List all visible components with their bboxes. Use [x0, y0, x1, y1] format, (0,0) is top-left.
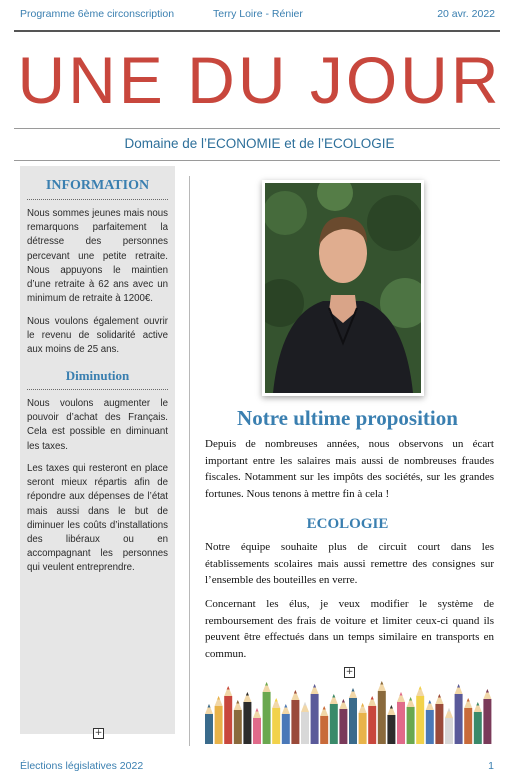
pencil [455, 684, 463, 744]
pencil [483, 689, 491, 744]
pencil [359, 703, 367, 744]
sidebar-heading-diminution: Diminution [65, 368, 130, 383]
sidebar-paragraph: Nous voulons également ouvrir le revenu de solidarité active aux moins de 25 ans. [27, 316, 168, 356]
header-date: 20 avr. 2022 [437, 8, 495, 20]
sidebar-paragraph: Nous sommes jeunes mais nous remarquons parfaitement la détresse des personnes percevant une petite retraite. Nous appuyons le maintien d’une retraite à 62 ans avec un minimum de retraite à 1200€. [27, 208, 168, 305]
pencil [291, 690, 299, 744]
pencil [263, 682, 271, 744]
footer-election-label: Élections législatives 2022 [20, 760, 144, 772]
pencil [272, 698, 280, 744]
pencil [205, 704, 213, 744]
portrait-illustration [265, 183, 421, 393]
plus-square-icon[interactable]: + [345, 667, 354, 677]
pencil [243, 692, 251, 744]
pencil [378, 681, 386, 744]
sidebar-panel [20, 166, 175, 734]
article-title: Notre ultime proposition [237, 406, 458, 430]
header-author: Terry Loire - Rénier [213, 8, 303, 20]
colored-pencils-illustration [204, 678, 494, 744]
pencil [426, 700, 434, 744]
pencil [253, 708, 261, 744]
sidebar-divider [27, 389, 168, 390]
article-paragraph: Depuis de nombreuses années, nous observons un écart important entre les salaires mais aussi de nombreuses fraudes fiscales. Notamment sur les impôts des sociétés, sur les grandes fortunes. Nous tenons à mettre fin à cela ! [205, 438, 494, 500]
pencil [301, 702, 309, 744]
pencil [311, 684, 319, 744]
masthead-rule [14, 128, 500, 129]
pencil [416, 686, 424, 744]
masthead-title: UNE DU JOUR [17, 43, 502, 117]
plus-square-icon[interactable]: + [94, 728, 103, 738]
pencil [234, 700, 242, 744]
pencil [435, 694, 443, 744]
pencil [464, 698, 472, 744]
pencil [282, 704, 290, 744]
article-paragraph: Notre équipe souhaite plus de circuit court dans les établissements scolaires mais aussi remettre des consignes sur l’ensemble des bouteilles en verre. [205, 541, 494, 587]
domain-subtitle: Domaine de l’ECONOMIE et de l’ECOLOGIE [124, 136, 395, 151]
article-heading-ecologie: ECOLOGIE [306, 516, 389, 532]
sidebar-heading-information: INFORMATION [45, 178, 150, 193]
pencil [349, 688, 357, 744]
pencil [215, 696, 223, 744]
sidebar-paragraph: Nous voulons augmenter le pouvoir d’achat des Français. Cela est possible en diminuant les taxes. [27, 398, 168, 452]
pencil [407, 697, 415, 744]
subtitle-rule [14, 160, 500, 161]
pencil [339, 699, 347, 744]
pencil [397, 692, 405, 744]
pencil [330, 694, 338, 744]
header-rule [14, 30, 500, 32]
sidebar-paragraph: Les taxes qui resteront en place seront mieux répartis afin de répondre aux dépenses de l’état mais aussi dans le but de diminuer les coûts d’installations des libéraux ou en accompagnant les personnes qui veulent entreprendre. [27, 463, 168, 574]
article-paragraph: Concernant les élus, je veux modifier le système de remboursement des frais de voiture et limiter ceux-ci quand ils peuvent être effectués dans un temps similaire en transports en commun. [205, 598, 494, 660]
pencil [387, 705, 395, 744]
footer-page-number: 1 [488, 760, 494, 772]
header-left: Programme 6ème circonscription [20, 8, 175, 20]
sidebar-divider [27, 199, 168, 200]
pencil [474, 702, 482, 744]
pencil [224, 686, 232, 744]
pencil [368, 696, 376, 744]
candidate-photo [262, 180, 424, 396]
pencil [320, 706, 328, 744]
column-divider [189, 176, 190, 746]
pencil [445, 708, 453, 744]
